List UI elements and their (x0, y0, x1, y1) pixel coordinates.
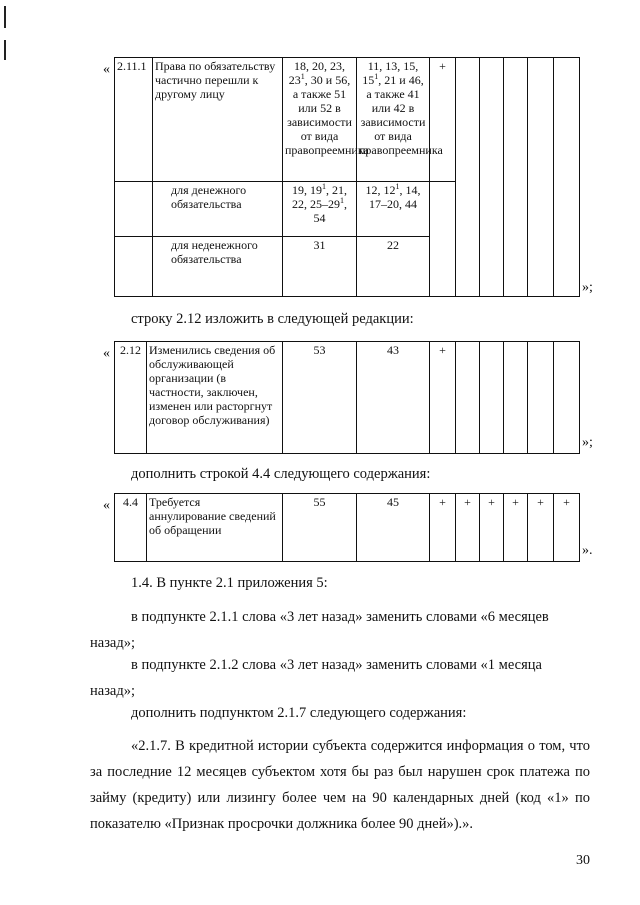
table-rows-2-11-1 (114, 57, 580, 297)
row-code (115, 182, 153, 237)
row-code: 2.11.1 (115, 58, 153, 182)
plus-cell (554, 342, 580, 454)
row-col1: 19, $19^1$, 21, 22, $25-29^1$, 54 (283, 182, 357, 237)
row-plus: + (430, 58, 456, 182)
paragraph-2-1-2: в подпункте 2.1.2 слова «3 лет назад» заменить словами «1 месяца назад»; (90, 657, 542, 699)
row-col2: 45 (357, 494, 430, 562)
row-col1: 53 (283, 342, 357, 454)
empty-cell (554, 58, 580, 297)
plus-cell: + (456, 494, 480, 562)
row-label: Изменились сведения об обслуживающей организации (в частности, заключен, изменен или расторгнут договор обслуживания) (147, 342, 283, 454)
row-col1: 31 (283, 237, 357, 297)
close-quote: »; (582, 435, 593, 450)
plus-cell: + (430, 494, 456, 562)
row-col2: 22 (357, 237, 430, 297)
row-label: Требуется аннулирование сведений об обращении (147, 494, 283, 562)
plus-cell: + (504, 494, 528, 562)
plus-cell (456, 342, 480, 454)
row-plus (430, 182, 456, 297)
row-col2: 12, $12^1$, 14, 17–20, 44 (357, 182, 430, 237)
plus-cell (480, 342, 504, 454)
margin-mark (4, 40, 6, 60)
paragraph-add: дополнить подпунктом 2.1.7 следующего содержания: (131, 705, 467, 721)
plus-cell: + (554, 494, 580, 562)
open-quote: « (103, 346, 110, 361)
empty-cell (528, 58, 554, 297)
paragraph-2-1-1: в подпункте 2.1.1 слова «3 лет назад» заменить словами «6 месяцев назад»; (90, 609, 549, 651)
plus-cell: + (528, 494, 554, 562)
row-col2: 43 (357, 342, 430, 454)
row-col2: 11, 13, 15, $15^1$, 21 и 46, а также 41 или 42 в зависимости от вида правопреемника (357, 58, 430, 182)
table-row-4-4 (114, 493, 580, 562)
row-code: 4.4 (115, 494, 147, 562)
empty-cell (456, 58, 480, 297)
empty-cell (504, 58, 528, 297)
row-label: Права по обязательству частично перешли к другому лицу (153, 58, 283, 182)
empty-cell (480, 58, 504, 297)
row-code: 2.12 (115, 342, 147, 454)
close-quote: ». (582, 543, 593, 558)
row-col1: 55 (283, 494, 357, 562)
paragraph-1-4: 1.4. В пункте 2.1 приложения 5: (131, 575, 328, 591)
paragraph-2-1-7: «2.1.7. В кредитной истории субъекта содержится информация о том, что за последние 12 месяцев субъектом хотя бы раз был нарушен срок платежа по займу (кредиту) или лизингу более чем на 90 календарных дней (код «1» по показателю «Признак просрочки должника более 90 дней»).». (90, 738, 590, 832)
open-quote: « (103, 498, 110, 513)
instruction-text: строку 2.12 изложить в следующей редакции: (131, 311, 414, 327)
row-code (115, 237, 153, 297)
row-col1: 18, 20, 23, $23^1$, 30 и 56, а также 51 или 52 в зависимости от вида правопреемника (283, 58, 357, 182)
margin-mark (4, 6, 6, 28)
table-row-2-12 (114, 341, 580, 454)
close-quote: »; (582, 280, 593, 295)
instruction-text: дополнить строкой 4.4 следующего содержания: (131, 466, 431, 482)
row-label: для неденежного обязательства (153, 237, 283, 297)
page-number: 30 (576, 853, 590, 868)
plus-cell (528, 342, 554, 454)
plus-cell: + (480, 494, 504, 562)
plus-cell: + (430, 342, 456, 454)
open-quote: « (103, 62, 110, 77)
plus-cell (504, 342, 528, 454)
row-label: для денежного обязательства (153, 182, 283, 237)
